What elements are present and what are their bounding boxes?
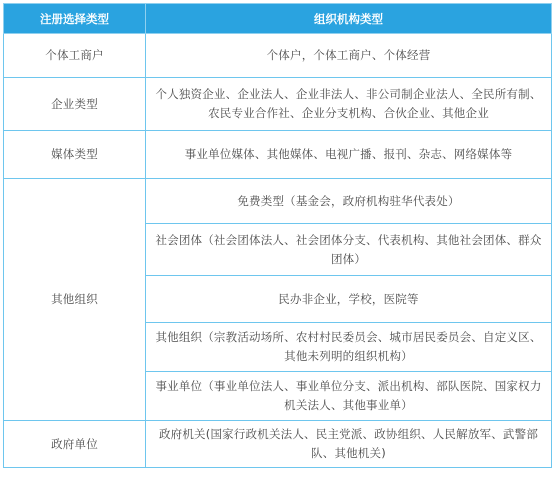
category-cell: 政府单位	[4, 421, 146, 468]
type-cell: 社会团体（社会团体法人、社会团体分支、代表机构、其他社会团体、群众团体）	[146, 224, 552, 276]
header-organization-type: 组织机构类型	[146, 4, 552, 34]
table-row	[4, 179, 552, 224]
category-cell: 个体工商户	[4, 34, 146, 78]
table-row	[4, 131, 552, 179]
type-cell: 其他组织（宗教活动场所、农村村民委员会、城市居民委员会、自定义区、其他未列明的组织机构）	[146, 323, 552, 372]
header-registration-type: 注册选择类型	[4, 4, 146, 34]
type-cell: 事业单位媒体、其他媒体、电视广播、报刊、杂志、网络媒体等	[146, 131, 552, 179]
type-cell: 免费类型（基金会，政府机构驻华代表处）	[146, 179, 552, 224]
category-cell: 其他组织	[4, 179, 146, 421]
table-row	[4, 34, 552, 78]
type-cell: 事业单位（事业单位法人、事业单位分支、派出机构、部队医院、国家权力机关法人、其他事业单）	[146, 372, 552, 421]
category-cell: 企业类型	[4, 78, 146, 131]
type-cell: 政府机关(国家行政机关法人、民主党派、政协组织、人民解放军、武警部队、其他机关)	[146, 421, 552, 468]
table-row	[4, 421, 552, 468]
type-cell: 个人独资企业、企业法人、企业非法人、非公司制企业法人、全民所有制、农民专业合作社、企业分支机构、合伙企业、其他企业	[146, 78, 552, 131]
org-type-table	[3, 3, 552, 468]
table-header-row	[4, 4, 552, 34]
category-cell: 媒体类型	[4, 131, 146, 179]
type-cell: 个体户，个体工商户、个体经营	[146, 34, 552, 78]
table-row	[4, 78, 552, 131]
type-cell: 民办非企业，学校，医院等	[146, 276, 552, 323]
